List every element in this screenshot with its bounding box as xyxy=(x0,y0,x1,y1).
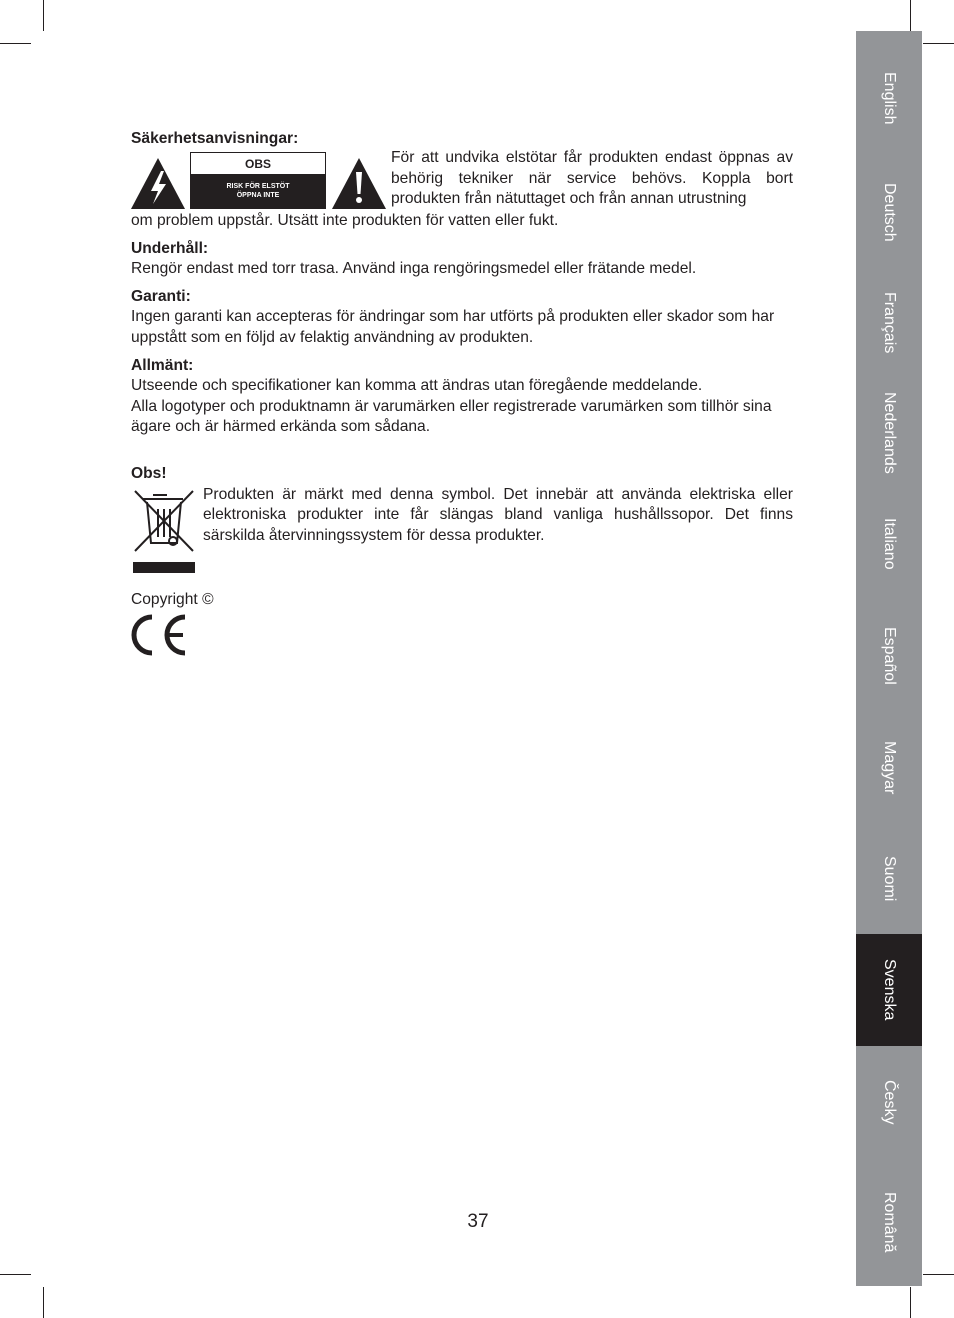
tab-deutsch[interactable] xyxy=(856,156,922,268)
general-heading: Allmänt: xyxy=(131,356,194,374)
tab-label: Suomi xyxy=(881,856,898,902)
safety-heading: Säkerhetsanvisningar: xyxy=(131,130,299,147)
safety-text-continued: om problem uppstår. Utsätt inte produkten för vatten eller fukt. xyxy=(131,212,559,229)
tab-label: English xyxy=(881,71,898,125)
ce-mark-icon xyxy=(131,614,187,656)
lightning-warning-icon xyxy=(131,158,185,209)
crop-mark xyxy=(0,1274,31,1275)
maintenance-section xyxy=(131,239,793,280)
crop-mark xyxy=(923,1274,954,1275)
safety-block xyxy=(131,129,793,211)
crop-mark xyxy=(910,0,911,31)
tab-label: Română xyxy=(881,1191,898,1253)
notice-section xyxy=(131,464,793,573)
warning-label-text xyxy=(191,174,325,208)
warning-label-title: OBS xyxy=(191,153,325,175)
crop-mark xyxy=(0,43,31,44)
general-text-2: Alla logotyper och produktnamn är varumärken eller registrerade varumärken som tillhör sina ägare och är härmed erkända som sådana. xyxy=(131,397,772,436)
crop-mark xyxy=(910,1287,911,1318)
notice-text: Produkten är märkt med denna symbol. Det innebär att använda elektriska eller elektroniska produkter inte får slängas bland vanliga hushållssopor. Det finns särskilda återvinningssystem för dessa produkter. xyxy=(203,485,793,544)
tab-cesky[interactable] xyxy=(856,1046,922,1158)
notice-block xyxy=(131,485,793,573)
warranty-section xyxy=(131,287,793,349)
tab-english[interactable] xyxy=(856,31,922,165)
crop-mark xyxy=(43,0,44,31)
tab-label: Français xyxy=(881,291,898,354)
notice-heading: Obs! xyxy=(131,464,167,482)
warning-label xyxy=(190,152,326,209)
tab-svenska[interactable] xyxy=(856,934,922,1046)
spacer xyxy=(131,445,793,464)
warranty-heading: Garanti: xyxy=(131,287,191,305)
exclamation-warning-icon xyxy=(332,158,386,209)
language-tabs xyxy=(856,31,922,1286)
maintenance-heading: Underhåll: xyxy=(131,239,209,257)
tab-label: Česky xyxy=(881,1079,898,1125)
page-number: 37 xyxy=(467,1211,489,1232)
crop-mark xyxy=(923,43,954,44)
general-section xyxy=(131,356,793,438)
tab-romana[interactable] xyxy=(856,1158,922,1286)
tab-suomi[interactable] xyxy=(856,824,922,934)
tab-espanol[interactable] xyxy=(856,599,922,712)
tab-label: Magyar xyxy=(881,741,898,795)
crop-mark xyxy=(43,1287,44,1318)
safety-section xyxy=(131,129,793,232)
copyright-text: Copyright © xyxy=(131,590,214,608)
warning-label-line: RISK FÖR ELSTÖT xyxy=(226,183,290,190)
maintenance-text: Rengör endast med torr trasa. Använd inga rengöringsmedel eller frätande medel. xyxy=(131,260,697,278)
safety-text: För att undvika elstötar får produkten endast öppnas av behörig tekniker när service behövs. Koppla bort produkten från nätuttaget och från annan utrustning xyxy=(391,149,793,208)
tab-francais[interactable] xyxy=(856,268,922,377)
tab-label: Deutsch xyxy=(881,182,898,242)
tab-label: Español xyxy=(881,626,898,685)
tab-label: Nederlands xyxy=(881,392,898,474)
tab-magyar[interactable] xyxy=(856,712,922,824)
spacer xyxy=(131,573,793,590)
general-text-1: Utseende och specifikationer kan komma att ändras utan föregående meddelande. xyxy=(131,377,703,395)
tab-italiano[interactable] xyxy=(856,489,922,599)
crossed-out-bin-icon xyxy=(131,489,197,573)
tab-label: Italiano xyxy=(881,518,898,570)
warning-label-line: ÖPPNA INTE xyxy=(236,192,280,199)
warranty-text: Ingen garanti kan accepteras för ändringar som har utförts på produkten eller skador som har uppstått som en följd av felaktig användning av produkten. xyxy=(131,308,775,346)
main-content xyxy=(131,129,793,656)
tab-nederlands[interactable] xyxy=(856,377,922,489)
tab-label: Svenska xyxy=(881,959,898,1021)
